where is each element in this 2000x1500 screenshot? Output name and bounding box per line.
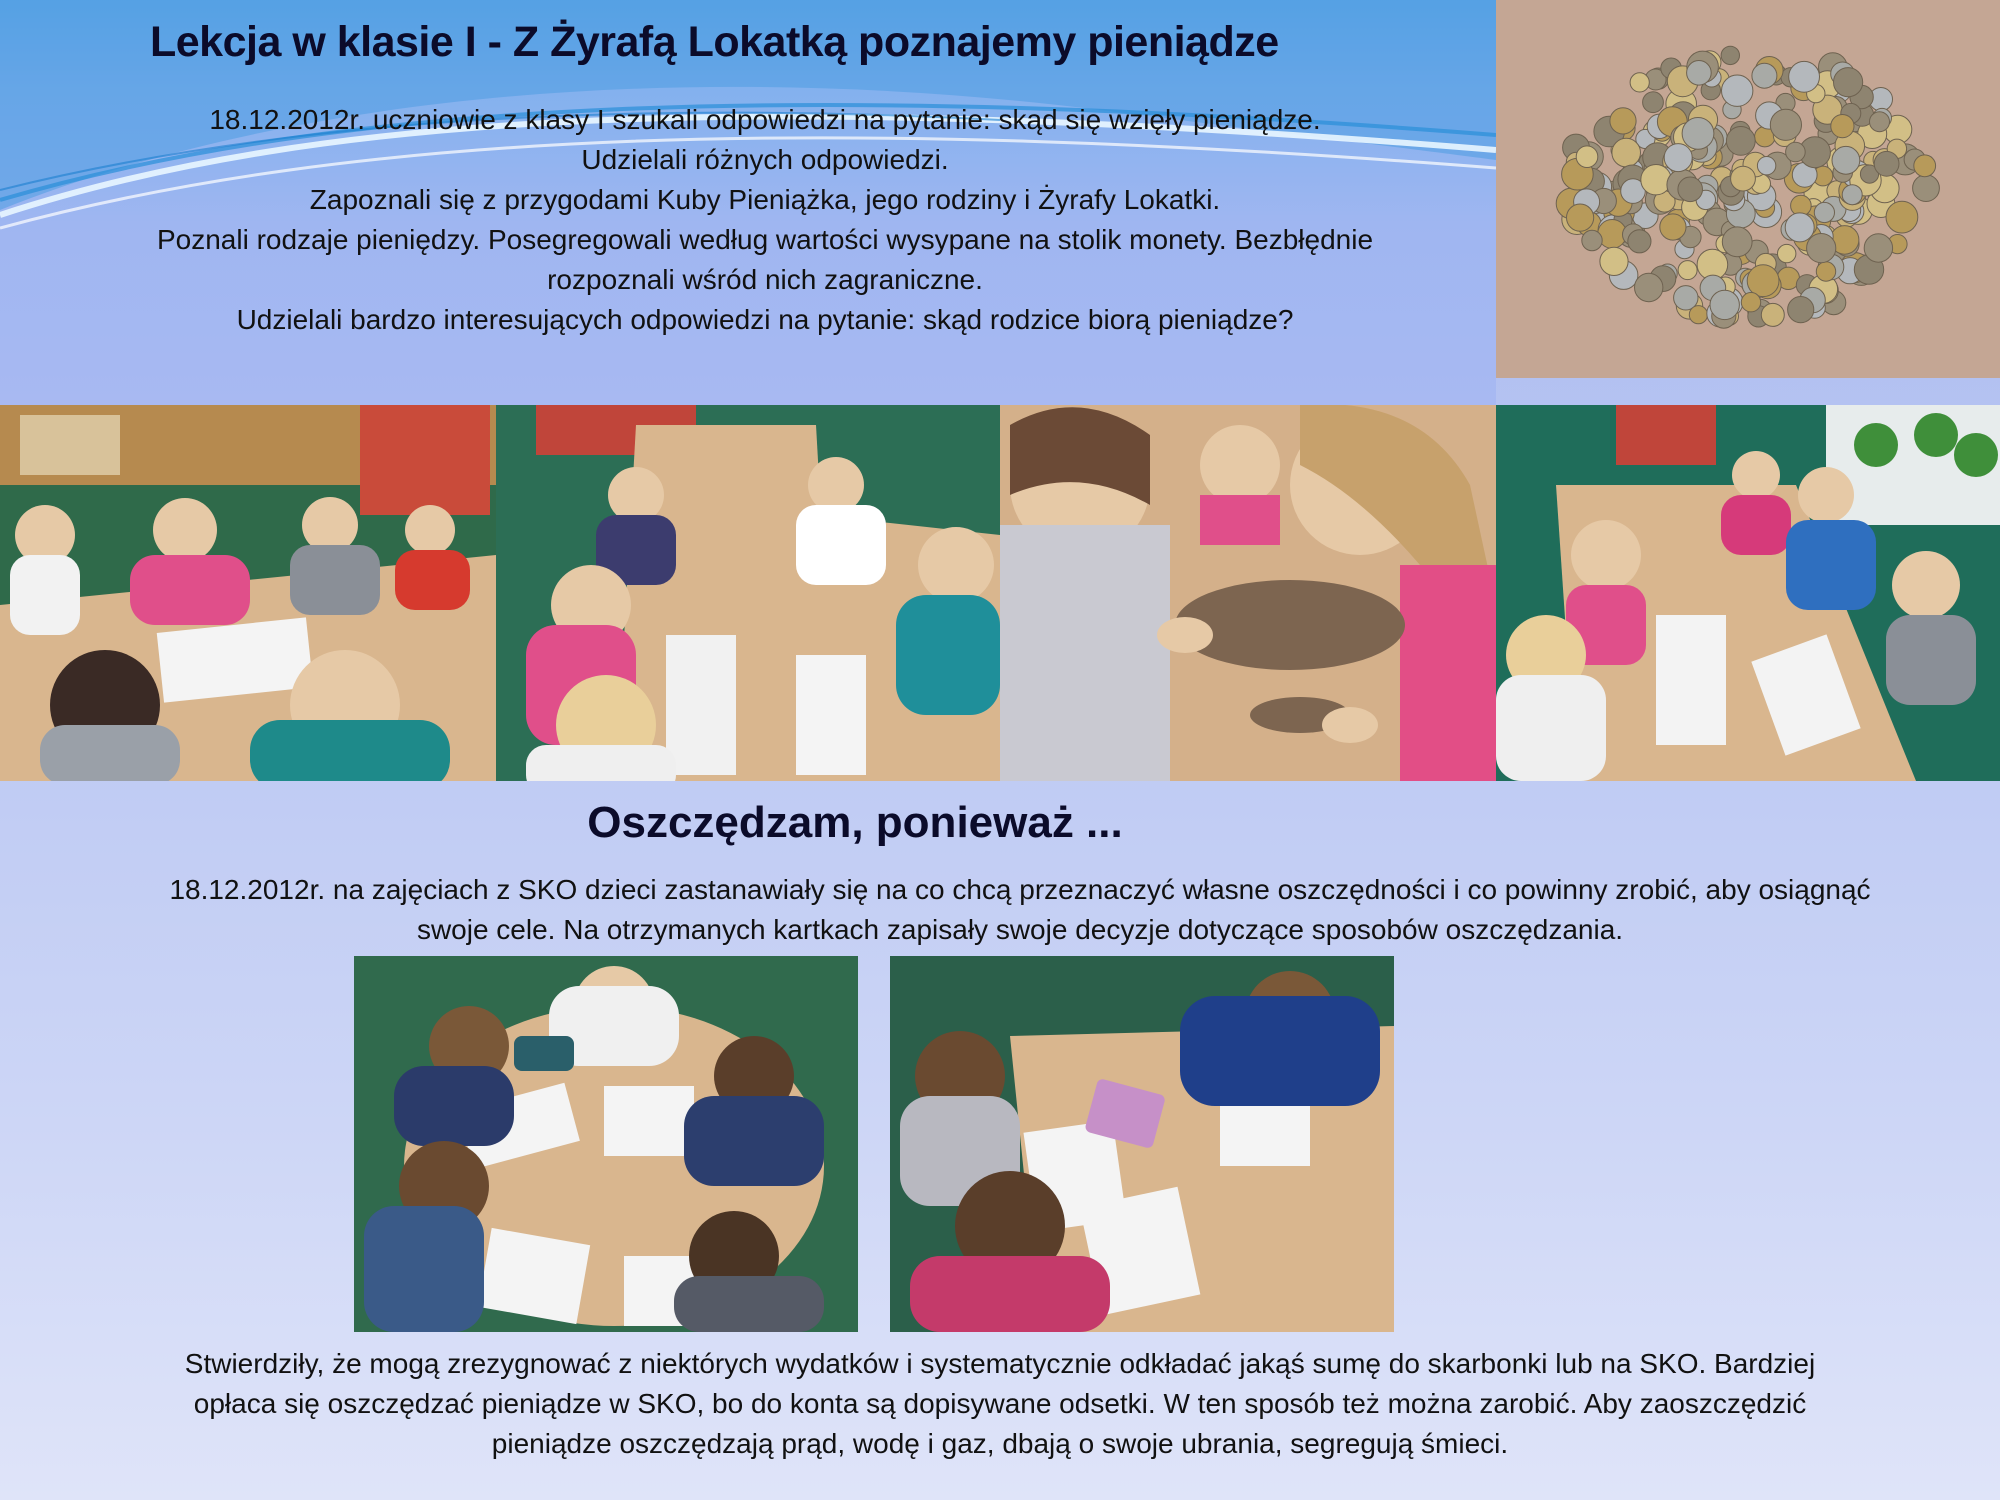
coin	[1842, 185, 1862, 205]
coin	[1635, 273, 1663, 301]
coin	[1641, 165, 1671, 195]
coin	[1678, 177, 1703, 202]
coin	[1682, 117, 1714, 149]
closing-paragraph	[40, 1344, 1960, 1464]
photo-classroom-2	[496, 405, 1000, 781]
coins-photo	[1496, 0, 2000, 378]
coin	[1726, 126, 1755, 155]
coin	[1757, 157, 1775, 175]
coin	[1689, 306, 1707, 324]
paragraph-line: swoje cele. Na otrzymanych kartkach zapisały swoje decyzje dotyczące sposobów oszczędzania.	[416, 914, 1624, 945]
coin	[1834, 68, 1863, 97]
intro-line: Udzielali różnych odpowiedzi.	[581, 144, 949, 175]
intro-line: Poznali rodzaje pieniędzy. Posegregowali według wartości wysypane na stolik monety. Bezbłędnie	[156, 224, 1374, 255]
coin	[1832, 146, 1860, 174]
closing-line: opłaca się oszczędzać pieniądze w SKO, bo do konta są dopisywane odsetki. W ten sposób też można zarobić. Aby zaoszczędzić	[193, 1388, 1807, 1419]
coin	[1582, 230, 1602, 250]
coin	[1874, 151, 1899, 176]
intro-line: Zapoznali się z przygodami Kuby Pieniążka, jego rodziny i Żyrafy Lokatki.	[309, 184, 1221, 215]
coin	[1870, 112, 1890, 132]
coin	[1612, 138, 1641, 167]
coin	[1678, 261, 1697, 280]
coin	[1914, 155, 1936, 177]
coin	[1643, 92, 1664, 113]
coin	[1778, 244, 1796, 262]
coin	[1567, 204, 1594, 231]
photo-writing-2	[890, 956, 1394, 1332]
coin	[1630, 73, 1649, 92]
coin	[1664, 144, 1692, 172]
closing-line: Stwierdziły, że mogą zrezygnować z niektórych wydatków i systematycznie odkładać jakąś sumę do skarbonki lub na SKO. Bardziej	[184, 1348, 1816, 1379]
coin	[1722, 227, 1752, 257]
coin	[1610, 108, 1636, 134]
coin	[1786, 142, 1806, 162]
coin	[1752, 63, 1777, 88]
intro-line: rozpoznali wśród nich zagraniczne.	[547, 264, 983, 295]
coin	[1816, 262, 1835, 281]
coin	[1600, 247, 1628, 275]
closing-line: pieniądze oszczędzają prąd, wodę i gaz, dbają o swoje ubrania, segregują śmieci.	[491, 1428, 1509, 1459]
coin	[1687, 61, 1712, 86]
coin	[1770, 109, 1801, 140]
coin	[1660, 214, 1686, 240]
coin	[1785, 213, 1814, 242]
coin	[1710, 290, 1739, 319]
page-title: Lekcja w klasie I - Z Żyrafą Lokatką poznajemy pieniądze	[150, 18, 1279, 66]
intro-line: 18.12.2012r. uczniowie z klasy I szukali odpowiedzi na pytanie: skąd się wzięły pieniądze.	[209, 104, 1321, 135]
coin	[1747, 265, 1779, 297]
coin	[1913, 175, 1940, 202]
coin	[1741, 293, 1760, 312]
coin	[1788, 297, 1814, 323]
coin	[1789, 61, 1820, 92]
coin	[1761, 303, 1784, 326]
coin	[1722, 75, 1753, 106]
paragraph-line: 18.12.2012r. na zajęciach z SKO dzieci zastanawiały się na co chcą przeznaczyć własne oszczędności i co powinny zrobić, aby osiągnąć	[169, 874, 1871, 905]
coin	[1831, 115, 1854, 138]
photo-classroom-4	[1496, 405, 2000, 781]
section-paragraph	[50, 870, 1990, 950]
intro-text	[70, 100, 1460, 340]
photo-classroom-1	[0, 405, 496, 781]
photo-writing-1	[354, 956, 858, 1332]
coin	[1886, 201, 1918, 233]
coin	[1814, 202, 1834, 222]
coin	[1721, 46, 1739, 64]
section-heading: Oszczędzam, ponieważ ...	[587, 798, 1123, 847]
coin	[1864, 234, 1892, 262]
coin	[1576, 146, 1598, 168]
coin	[1628, 230, 1651, 253]
coin	[1807, 234, 1836, 263]
coin	[1731, 166, 1756, 191]
intro-line: Udzielali bardzo interesujących odpowiedzi na pytanie: skąd rodzice biorą pieniądze?	[236, 304, 1294, 335]
photo-coins-table	[1000, 405, 1496, 781]
